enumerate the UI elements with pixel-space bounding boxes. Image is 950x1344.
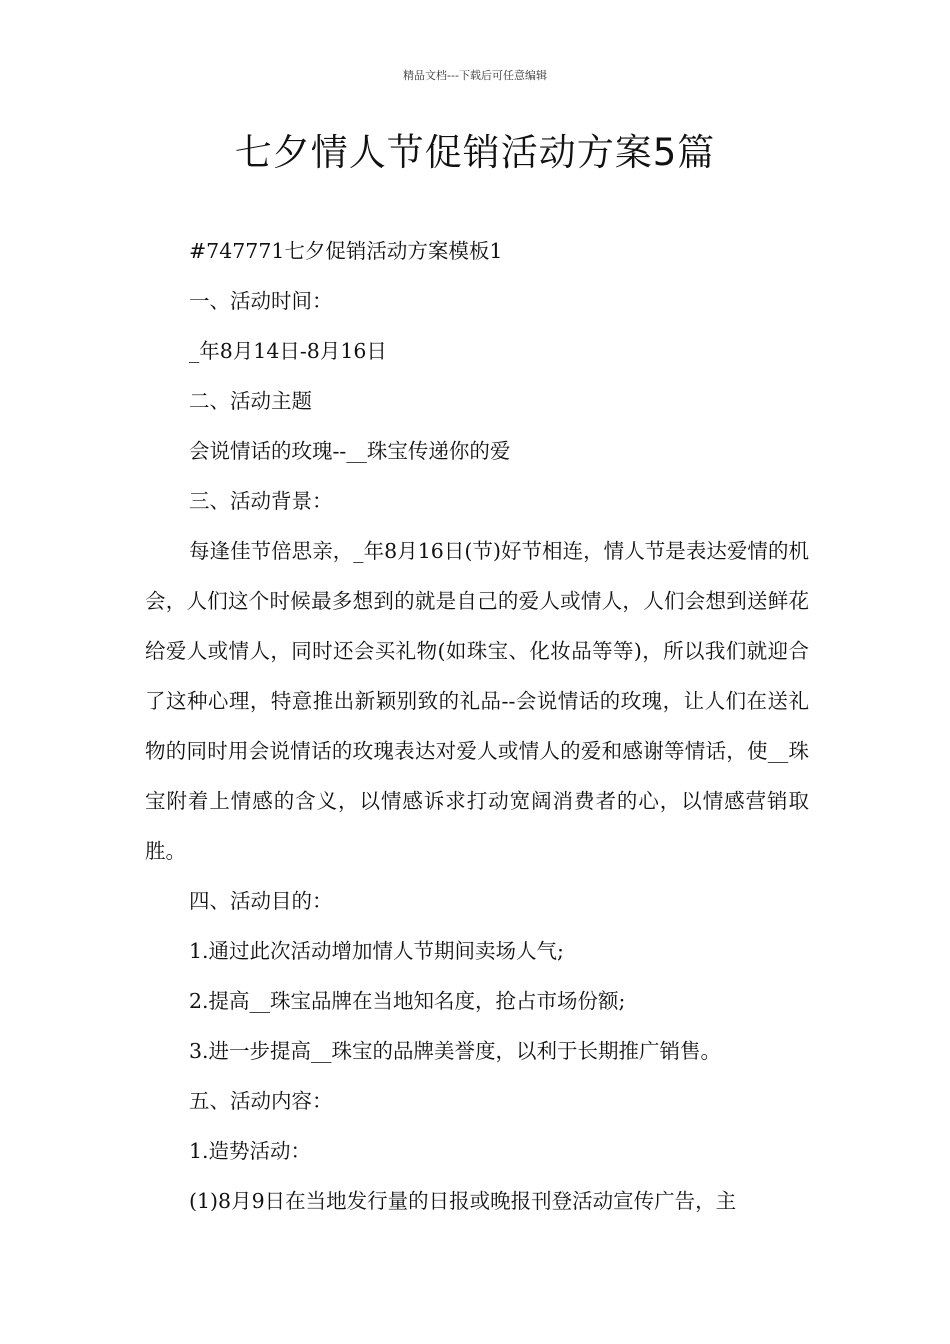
activity-time-value: _年8月14日-8月16日 [189, 339, 387, 363]
heading-activity-time: 一、活动时间： [189, 289, 333, 313]
purpose-item-3: 3.进一步提高__珠宝的品牌美誉度，以利于长期推广销售。 [189, 1039, 722, 1063]
heading-activity-purpose: 四、活动目的： [189, 889, 333, 913]
document-body [145, 226, 809, 1226]
heading-activity-theme: 二、活动主题 [189, 389, 312, 413]
header-note: 精品文档---下载后可任意编辑 [403, 69, 547, 82]
heading-activity-background: 三、活动背景： [189, 489, 333, 513]
purpose-item-2: 2.提高__珠宝品牌在当地知名度，抢占市场份额; [189, 989, 626, 1013]
document-title: 七夕情人节促销活动方案5篇 [234, 131, 716, 174]
heading-activity-content: 五、活动内容： [189, 1089, 333, 1113]
purpose-item-1: 1.通过此次活动增加情人节期间卖场人气; [189, 939, 564, 963]
activity-theme-value: 会说情话的玫瑰--__珠宝传递你的爱 [189, 439, 511, 463]
background-paragraph: 每逢佳节倍思亲，_年8月16日(节)好节相连，情人节是表达爱情的机会，人们这个时候最多想到的就是自己的爱人或情人，人们会想到送鲜花给爱人或情人，同时还会买礼物(如珠宝、化妆品等等)，所以我们就迎合了这种心理，特意推出新颖别致的礼品--会说情话的玫瑰，让人们在送礼物的同时用会说情话的玫瑰表达对爱人或情人的爱和感谢等情话，使__珠宝附着上情感的含义，以情感诉求打动宽阔消费者的心，以情感营销取胜。 [145, 539, 809, 863]
section-subtitle: #747771七夕促销活动方案模板1 [189, 239, 503, 263]
content-item-1: 1.造势活动： [189, 1139, 312, 1163]
content-subitem-1: (1)8月9日在当地发行量的日报或晚报刊登活动宣传广告，主 [189, 1189, 737, 1213]
